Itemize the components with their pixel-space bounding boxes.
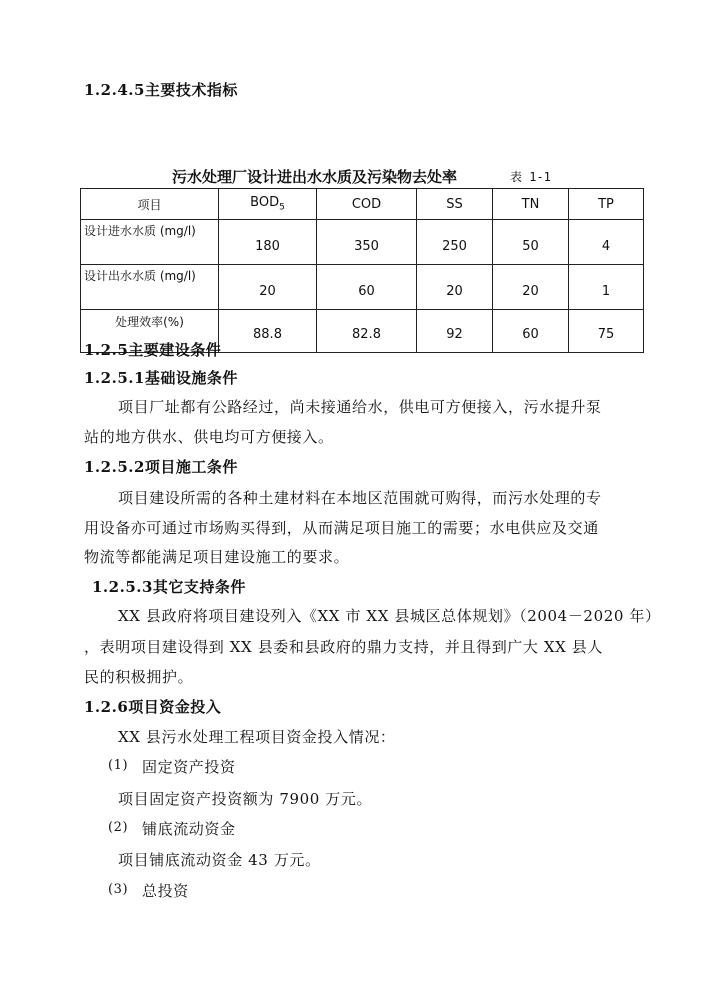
row-label: 设计进水水质 (mg/l) <box>81 220 219 265</box>
table-row <box>81 265 644 310</box>
cell-value: 92 <box>417 310 493 353</box>
cell-value: 180 <box>219 220 317 265</box>
section-heading-126: 1.2.6项目资金投入 <box>84 698 222 716</box>
cell-value: 20 <box>417 265 493 310</box>
header-ss: SS <box>417 189 493 220</box>
paragraph-line: 物流等都能满足项目建设施工的要求。 <box>84 548 350 566</box>
table-title: 污水处理厂设计进出水水质及污染物去处率 <box>172 168 458 186</box>
section-heading-1253: 1.2.5.3其它支持条件 <box>92 578 246 596</box>
header-cod: COD <box>317 189 417 220</box>
cell-value: 88.8 <box>219 310 317 353</box>
cell-value: 60 <box>493 310 569 353</box>
list-item-desc: 项目铺底流动资金 43 万元。 <box>118 851 321 869</box>
cell-value: 82.8 <box>317 310 417 353</box>
table-number: 表 1-1 <box>510 170 551 184</box>
paragraph-line: 项目厂址都有公路经过，尚未接通给水，供电可方便接入，污水提升泵 <box>118 398 602 416</box>
cell-value: 75 <box>569 310 644 353</box>
list-item-number: (2) <box>108 820 129 835</box>
row-label: 处理效率(%) <box>81 310 219 353</box>
list-item-title: 总投资 <box>142 882 189 900</box>
cell-value: 250 <box>417 220 493 265</box>
paragraph-line: 民的积极拥护。 <box>84 668 194 686</box>
table-header-row <box>81 189 644 220</box>
water-quality-table <box>80 188 644 353</box>
section-heading-1251: 1.2.5.1基础设施条件 <box>84 369 238 387</box>
header-bod-subscript: 5 <box>279 202 285 213</box>
cell-value: 60 <box>317 265 417 310</box>
list-item-desc: 项目固定资产投资额为 7900 万元。 <box>118 790 373 808</box>
list-item-number: (1) <box>108 758 129 773</box>
paragraph-line: ，表明项目建设得到 XX 县委和县政府的鼎力支持，并且得到广大 XX 县人 <box>84 638 603 656</box>
cell-value: 20 <box>219 265 317 310</box>
cell-value: 20 <box>493 265 569 310</box>
header-bod <box>219 189 317 220</box>
row-label: 设计出水水质 (mg/l) <box>81 265 219 310</box>
cell-value: 50 <box>493 220 569 265</box>
header-tp: TP <box>569 189 644 220</box>
cell-value: 4 <box>569 220 644 265</box>
section-heading-125: 1.2.5主要建设条件 <box>84 341 222 359</box>
paragraph-line: XX 县污水处理工程项目资金投入情况： <box>118 728 396 746</box>
list-item-title: 铺底流动资金 <box>142 820 236 838</box>
list-item-number: (3) <box>108 882 129 897</box>
cell-value: 350 <box>317 220 417 265</box>
section-heading-1252: 1.2.5.2项目施工条件 <box>84 458 238 476</box>
list-item-title: 固定资产投资 <box>142 758 236 776</box>
section-heading-1245: 1.2.4.5主要技术指标 <box>84 81 238 99</box>
table-row <box>81 220 644 265</box>
header-tn: TN <box>493 189 569 220</box>
paragraph-line: XX 县政府将项目建设列入《XX 市 XX 县城区总体规划》（2004－2020 年） <box>118 607 661 625</box>
cell-value: 1 <box>569 265 644 310</box>
header-bod-text: BOD <box>250 195 280 211</box>
header-item: 项目 <box>81 189 219 220</box>
paragraph-line: 站的地方供水、供电均可方便接入。 <box>84 428 334 446</box>
paragraph-line: 项目建设所需的各种土建材料在本地区范围就可购得，而污水处理的专 <box>118 489 602 507</box>
paragraph-line: 用设备亦可通过市场购买得到，从而满足项目施工的需要；水电供应及交通 <box>84 519 599 537</box>
